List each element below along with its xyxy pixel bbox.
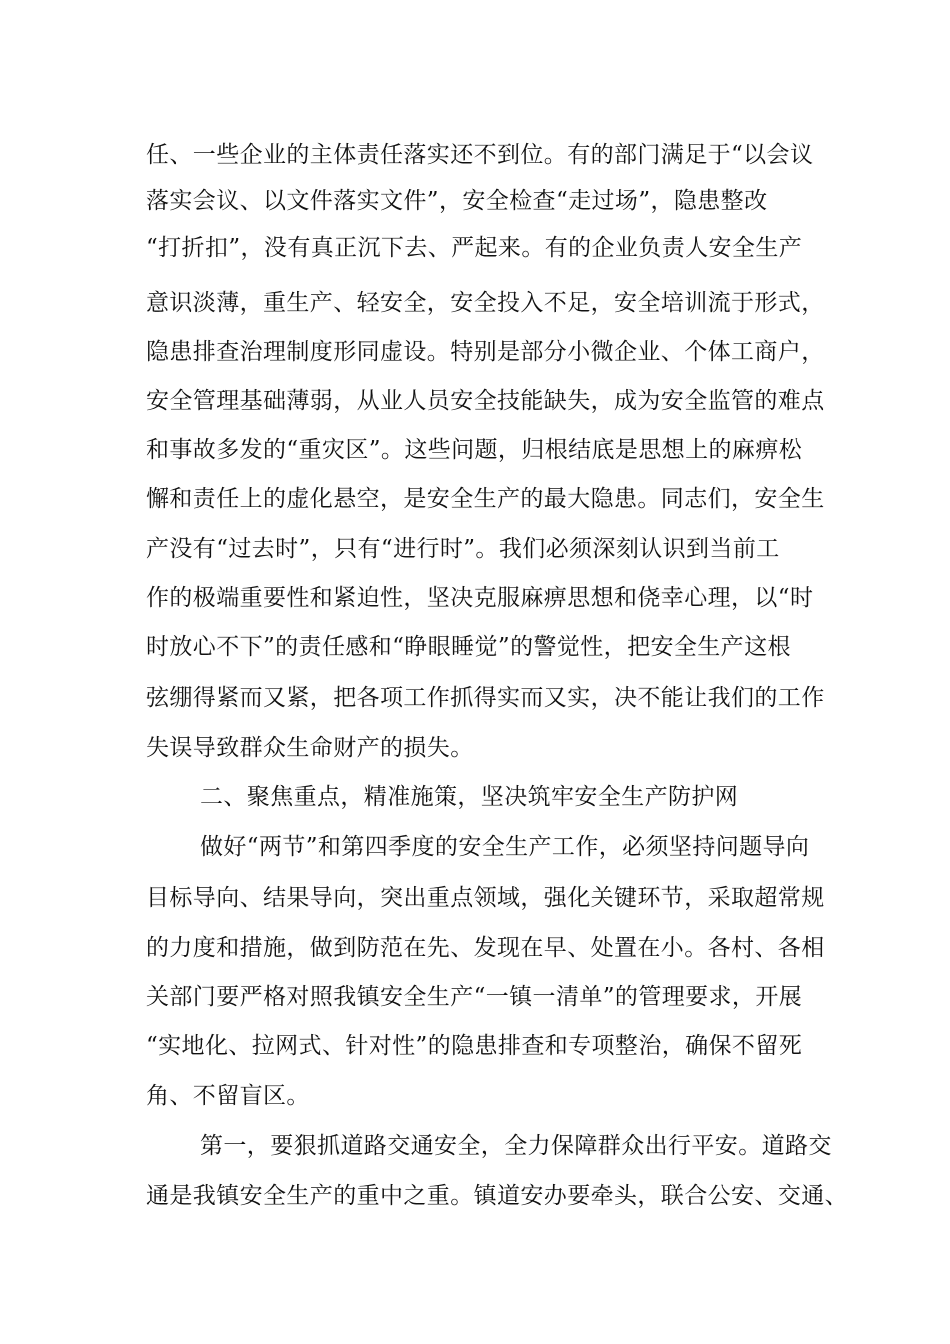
text-line: “实地化、拉网式、针对性”的隐患排查和专项整治，确保不留死 [146, 1033, 803, 1059]
text-line: 目标导向、结果导向，突出重点领域，强化关键环节，采取超常规 [146, 885, 825, 911]
text-line: 时放心不下”的责任感和“睁眼睡觉”的警觉性，把安全生产这根 [146, 634, 791, 660]
text-line: 关部门要严格对照我镇安全生产“一镇一清单”的管理要求，开展 [146, 984, 803, 1010]
text-line: 安全管理基础薄弱，从业人员安全技能缺失，成为安全监管的难点 [146, 388, 825, 414]
text-line: 懈和责任上的虚化悬空，是安全生产的最大隐患。同志们，安全生 [146, 486, 825, 512]
text-line: 作的极端重要性和紧迫性，坚决克服麻痹思想和侥幸心理，以“时 [146, 585, 814, 611]
text-line: “打折扣”，没有真正沉下去、严起来。有的企业负责人安全生产 [146, 235, 803, 261]
text-line: 落实会议、以文件落实文件”，安全检查“走过场”，隐患整改 [146, 188, 768, 214]
text-line: 意识淡薄，重生产、轻安全，安全投入不足，安全培训流于形式， [146, 290, 825, 316]
text-line: 任、一些企业的主体责任落实还不到位。有的部门满足于“以会议 [146, 142, 814, 168]
text-line: 产没有“过去时”，只有“进行时”。我们必须深刻认识到当前工 [146, 536, 780, 562]
text-line: 隐患排查治理制度形同虚设。特别是部分小微企业、个体工商户， [146, 339, 825, 365]
text-line: 失误导致群众生命财产的损失。 [146, 735, 474, 761]
text-line: 通是我镇安全生产的重中之重。镇道安办要牵头，联合公安、交通、 [146, 1183, 848, 1209]
text-line: 第一，要狠抓道路交通安全，全力保障群众出行平安。道路交 [200, 1133, 832, 1159]
text-line: 的力度和措施，做到防范在先、发现在早、处置在小。各村、各相 [146, 935, 825, 961]
text-line: 角、不留盲区。 [146, 1083, 310, 1109]
text-line: 和事故多发的“重灾区”。这些问题，归根结底是思想上的麻痹松 [146, 437, 803, 463]
section-heading: 二、聚焦重点，精准施策，坚决筑牢安全生产防护网 [200, 784, 739, 810]
text-line: 做好“两节”和第四季度的安全生产工作，必须坚持问题导向 [200, 834, 810, 860]
text-line: 弦绷得紧而又紧，把各项工作抓得实而又实，决不能让我们的工作 [146, 685, 825, 711]
